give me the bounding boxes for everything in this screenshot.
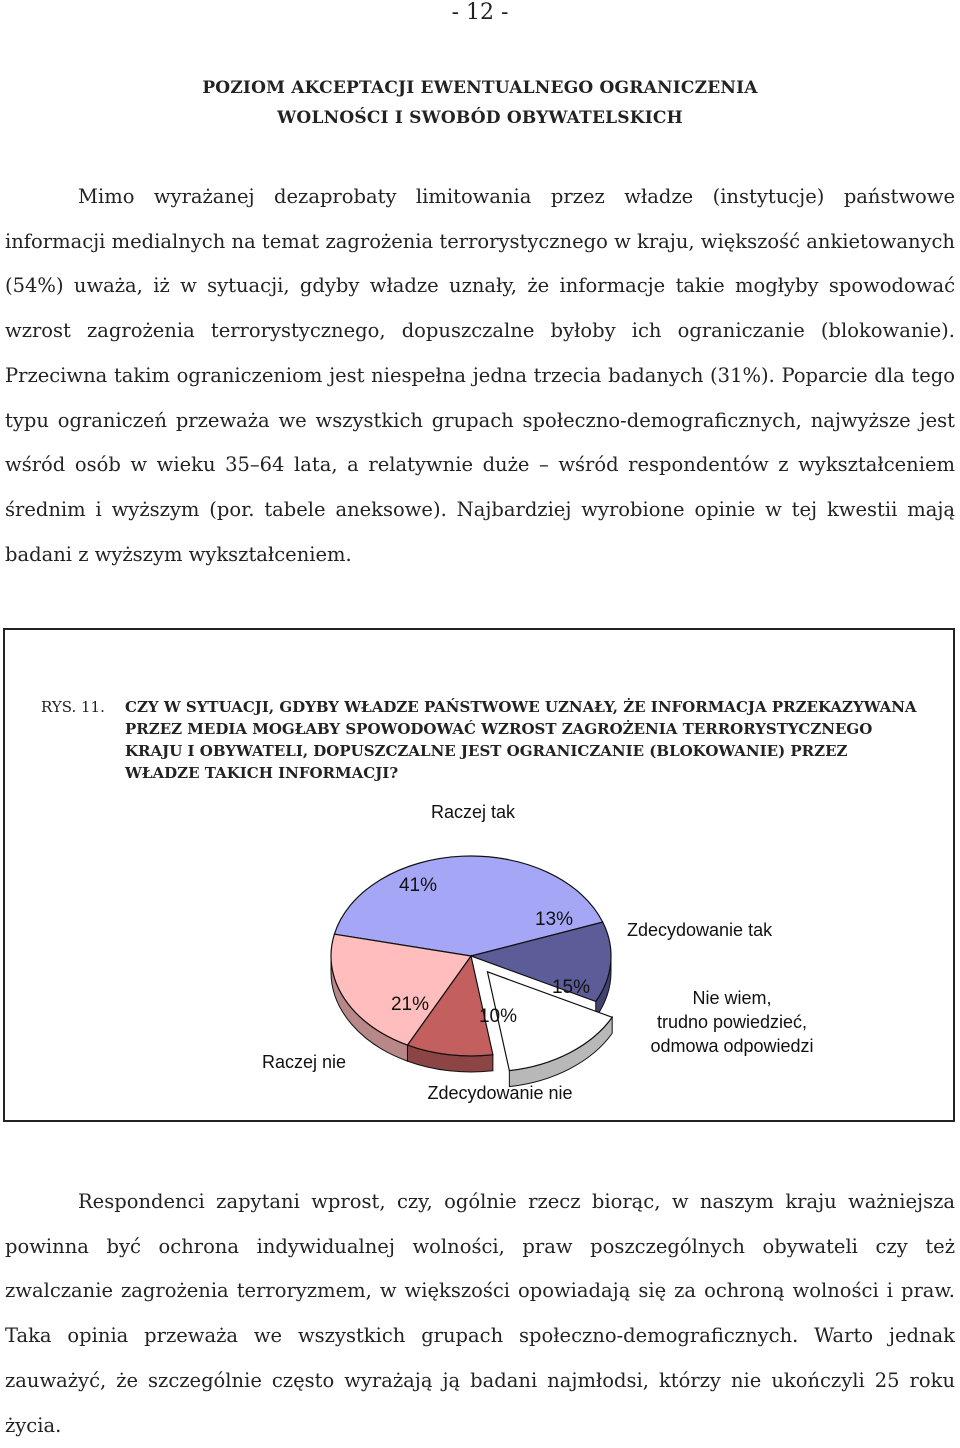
- section-title-line-1: POZIOM AKCEPTACJI EWENTUALNEGO OGRANICZENIA: [202, 78, 758, 98]
- value-label-zdecydowanie-nie: 10%: [478, 1006, 518, 1027]
- value-label-zdecydowanie-tak: 13%: [534, 909, 574, 930]
- label-raczej-nie: Raczej nie: [261, 1052, 347, 1072]
- value-label-nie-wiem: 15%: [551, 977, 591, 998]
- figure-box: [3, 628, 955, 1122]
- page-number: - 12 -: [451, 0, 509, 25]
- label-raczej-tak: Raczej tak: [430, 802, 516, 822]
- label-zdecydowanie-nie: Zdecydowanie nie: [427, 1083, 573, 1103]
- value-label-raczej-nie: 21%: [390, 994, 430, 1015]
- figure-label: RYS. 11.: [41, 698, 105, 716]
- label-nie-wiem-1: Nie wiem,: [692, 988, 772, 1008]
- label-zdecydowanie-tak: Zdecydowanie tak: [627, 920, 773, 940]
- paragraph-intro: Mimo wyrażanej dezaprobaty limitowania przez władze (instytucje) państwowe informacji medialnych na temat zagrożenia terrorystycznego w kraju, większość ankietowanych (54%) uważa, iż w sytuacji, gdyby władze uznały, że informacje takie mogłyby spowodować wzrost zagrożenia terrorystycznego, dopuszczalne byłoby ich ograniczanie (blokowanie). Przeciwna takim ograniczeniom jest niespełna jedna trzecia badanych (31%). Poparcie dla tego typu ograniczeń przeważa we wszystkich grupach społeczno-demograficznych, najwyższe jest wśród osób w wieku 35–64 lata, a relatywnie duże – wśród respondentów z wykształceniem średnim i wyższym (por. tabele aneksowe). Najbardziej wyrobione opinie w tej kwestii mają badani z wyższym wykształceniem.: [5, 185, 955, 566]
- pie-slices-group: [331, 856, 612, 1087]
- figure-caption: CZY W SYTUACJI, GDYBY WŁADZE PAŃSTWOWE UZNAŁY, ŻE INFORMACJA PRZEKAZYWANA PRZEZ MEDIA MOGŁABY SPOWODOWAĆ WZROST ZAGROŻENIA TERRORYSTYCZNEGO KRAJU I OBYWATELI, DOPUSZCZALNE JEST OGRANICZANIE (BLOKOWANIE) PRZEZ WŁADZE TAKICH INFORMACJI?: [125, 698, 917, 782]
- label-nie-wiem-2: trudno powiedzieć,: [656, 1012, 808, 1032]
- label-nie-wiem-3: odmowa odpowiedzi: [650, 1036, 814, 1056]
- pie-chart: [5, 630, 953, 1120]
- value-label-raczej-tak: 41%: [398, 875, 438, 896]
- paragraph-conclusion: Respondenci zapytani wprost, czy, ogólnie rzecz biorąc, w naszym kraju ważniejsza powinna być ochrona indywidualnej wolności, praw poszczególnych obywateli czy też zwalczanie zagrożenia terroryzmem, w większości opowiadają się za ochroną wolności i praw. Taka opinia przeważa we wszystkich grupach społeczno-demograficznych. Warto jednak zauważyć, że szczególnie często wyrażają ją badani najmłodsi, którzy nie ukończyli 25 roku życia.: [5, 1190, 955, 1437]
- section-title-line-2: WOLNOŚCI I SWOBÓD OBYWATELSKICH: [277, 108, 683, 128]
